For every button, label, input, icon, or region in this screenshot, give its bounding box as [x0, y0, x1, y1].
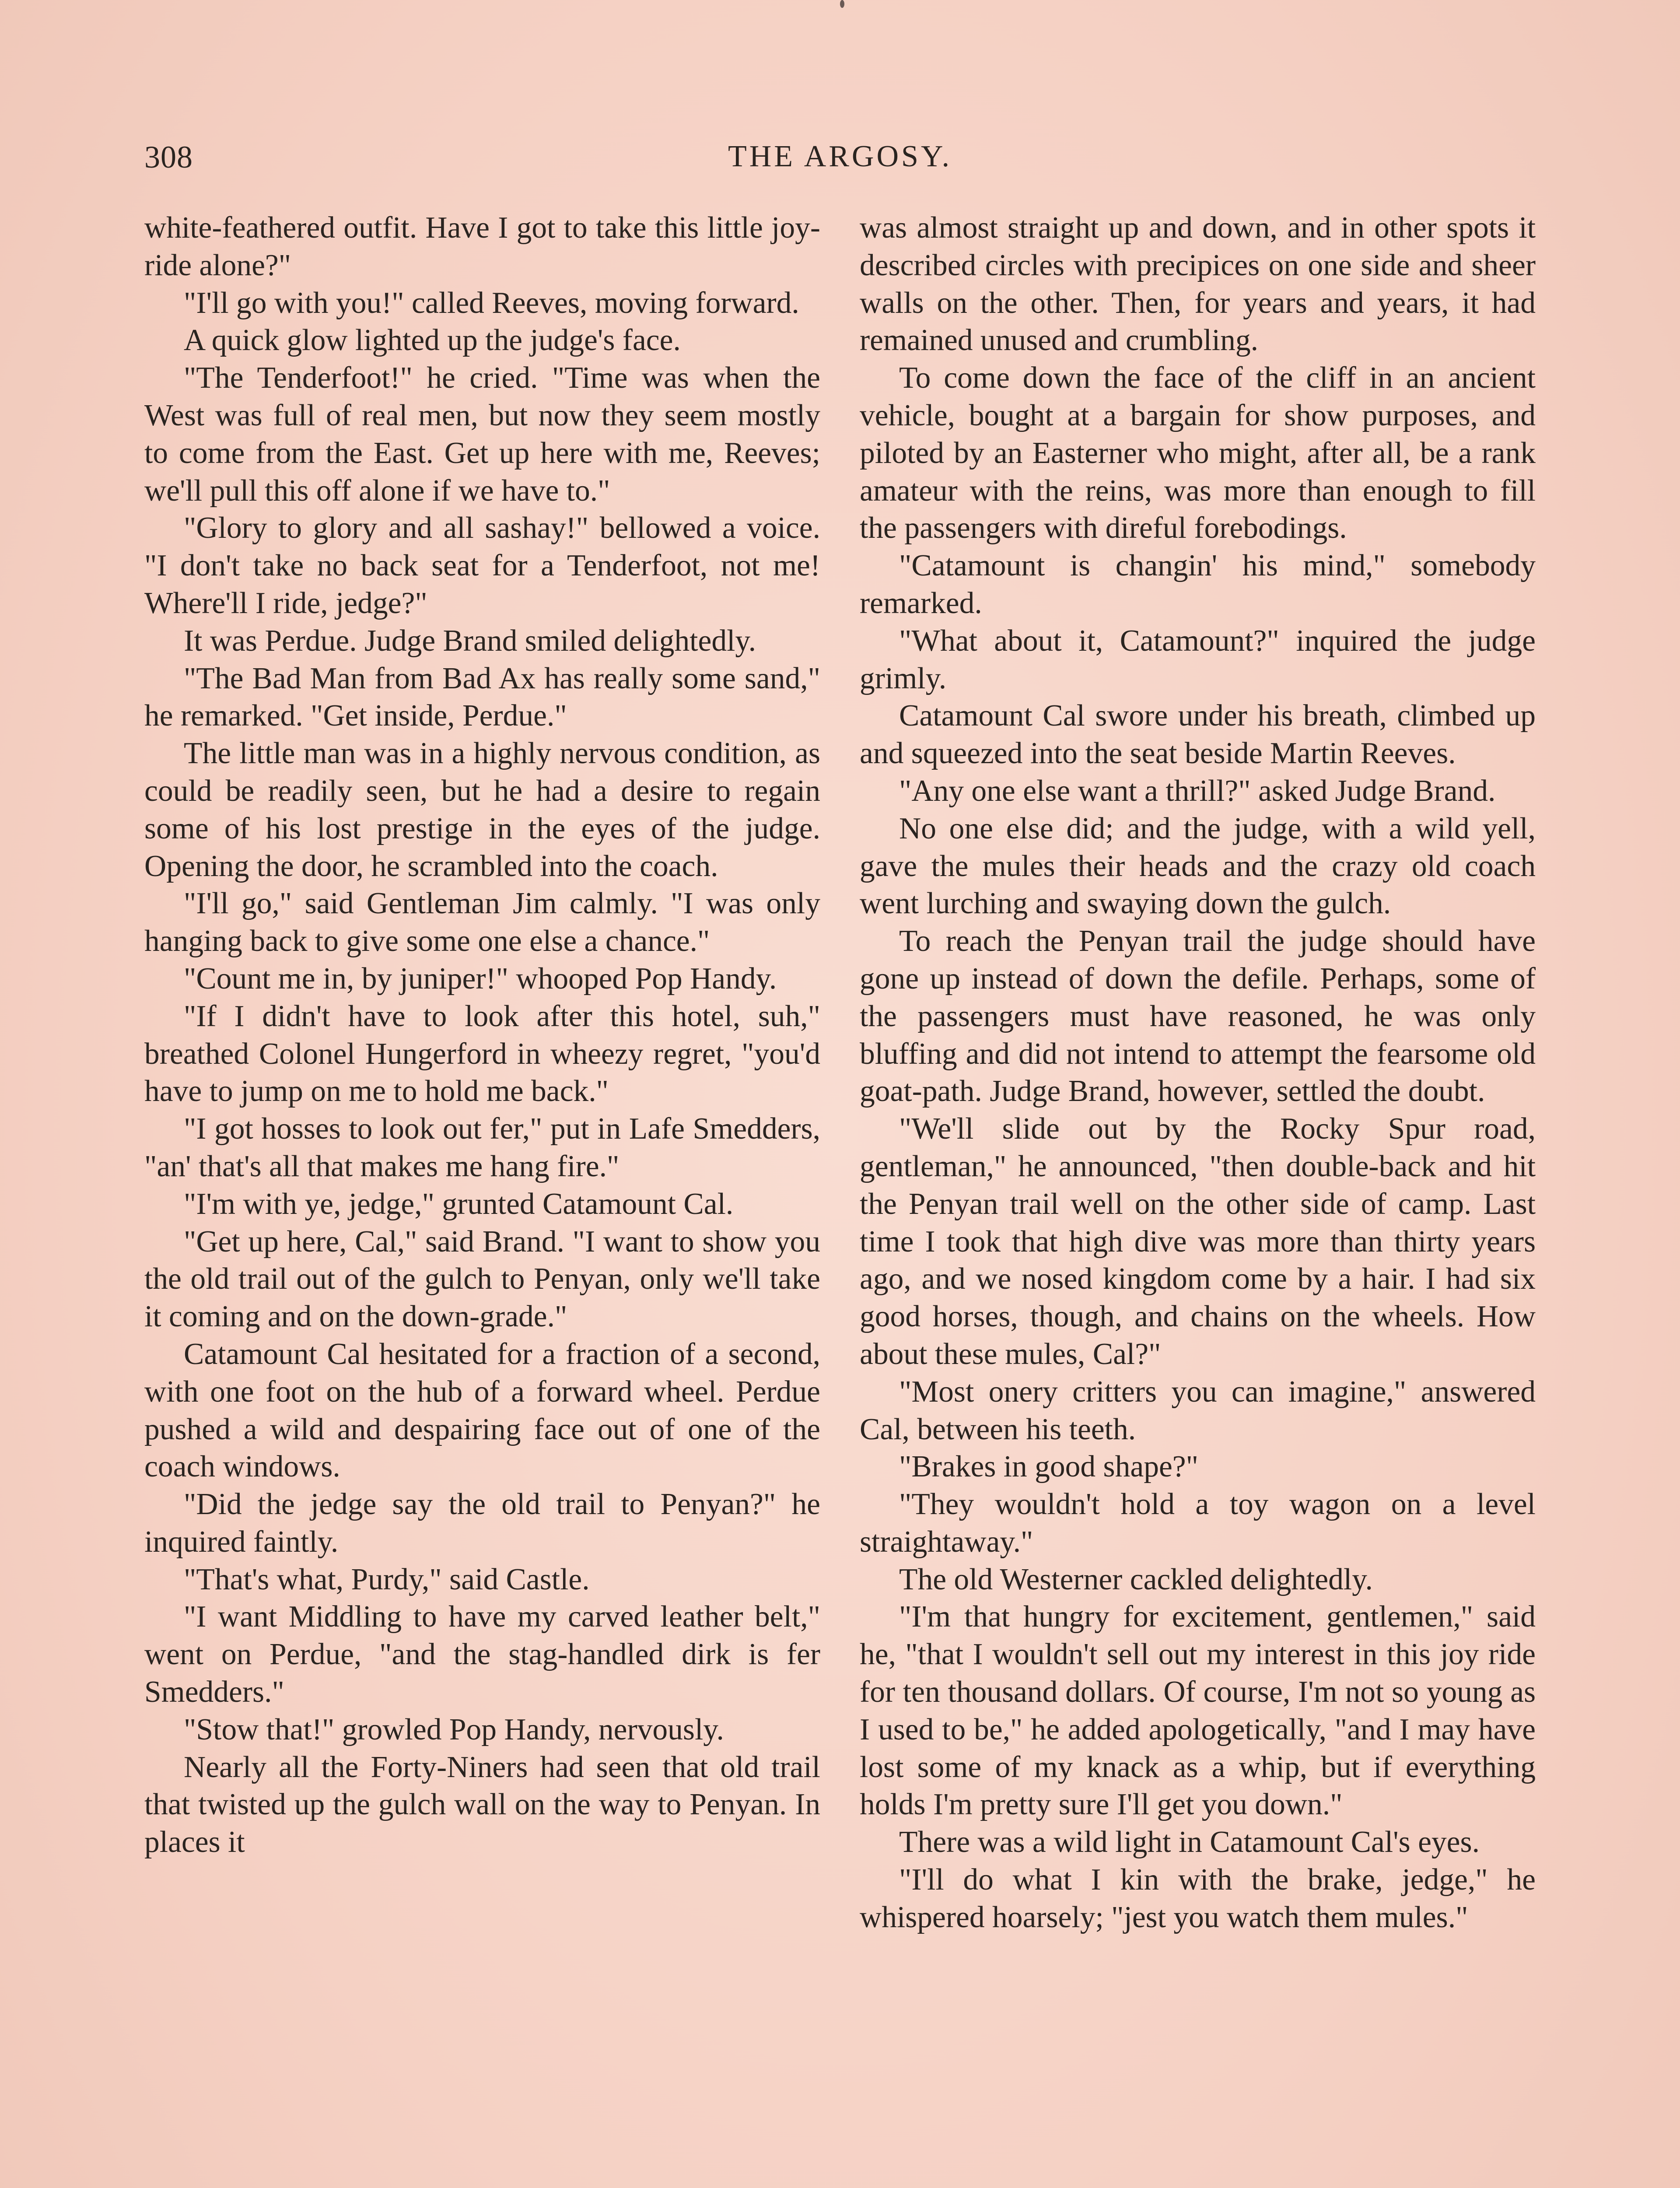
page-number: 308: [144, 140, 193, 175]
paragraph: "Stow that!" growled Pop Handy, nervously.: [184, 1712, 724, 1746]
paragraph: "I got hosses to look out fer," put in Lafe Smedders, "an' that's all that makes me hang fire.": [144, 1112, 820, 1183]
paragraph: It was Perdue. Judge Brand smiled delightedly.: [184, 624, 756, 658]
paragraph: "We'll slide out by the Rocky Spur road, gentleman," he announced, "then double-back and hit the Penyan trail well on the other side of camp. Last time I took that high dive was more than thirty years ago, and we nosed kingdom come by a hair. I had six good horses, though, and chains on the wheels. How about these mules, Cal?": [860, 1112, 1536, 1371]
paragraph: "Count me in, by juniper!" whooped Pop Handy.: [184, 961, 777, 996]
paragraph: No one else did; and the judge, with a wild yell, gave the mules their heads and the crazy old coach went lurching and swaying down the gulch.: [860, 811, 1536, 921]
paragraph: "If I didn't have to look after this hotel, suh," breathed Colonel Hungerford in wheezy regret, "you'd have to jump on me to hold me back.": [144, 999, 820, 1108]
running-head: THE ARGOSY.: [728, 140, 952, 173]
right-column: [860, 209, 1536, 1936]
paragraph: "Glory to glory and all sashay!" bellowed a voice. "I don't take no back seat for a Tenderfoot, not me! Where'll I ride, jedge?": [144, 511, 820, 620]
paragraph: "Any one else want a thrill?" asked Judge Brand.: [899, 774, 1496, 808]
paragraph: "I'll go," said Gentleman Jim calmly. "I was only hanging back to give some one else a chance.": [144, 887, 820, 958]
paragraph: To reach the Penyan trail the judge should have gone up instead of down the defile. Perhaps, some of the passengers must have reasoned, he was only bluffing and did not intend to attempt the fearsome old goat-path. Judge Brand, however, settled the doubt.: [860, 924, 1536, 1108]
ink-speck-top: [840, 0, 844, 8]
paragraph: "I want Middling to have my carved leather belt," went on Perdue, "and the stag-handled dirk is fer Smedders.": [144, 1600, 820, 1709]
paragraph: A quick glow lighted up the judge's face.: [184, 323, 681, 358]
paragraph: "Most onery critters you can imagine," answered Cal, between his teeth.: [860, 1375, 1536, 1446]
paragraph: "I'll go with you!" called Reeves, moving forward.: [184, 286, 799, 320]
paragraph: "Did the jedge say the old trail to Penyan?" he inquired faintly.: [144, 1487, 820, 1559]
paragraph: Catamount Cal swore under his breath, climbed up and squeezed into the seat beside Martin Reeves.: [860, 699, 1536, 771]
paragraph: Catamount Cal hesitated for a fraction of a second, with one foot on the hub of a forward wheel. Perdue pushed a wild and despairing face out of one of the coach windows.: [144, 1337, 820, 1484]
paragraph: was almost straight up and down, and in other spots it described circles with precipices on one side and sheer walls on the other. Then, for years and years, it had remained unused and crumbling.: [860, 211, 1536, 358]
paragraph: "They wouldn't hold a toy wagon on a level straightaway.": [860, 1487, 1536, 1559]
paragraph: "Get up here, Cal," said Brand. "I want to show you the old trail out of the gulch to Penyan, only we'll take it coming and on the down-grade.": [144, 1224, 820, 1334]
paragraph: "I'm with ye, jedge," grunted Catamount Cal.: [184, 1187, 734, 1221]
paragraph: The old Westerner cackled delightedly.: [899, 1562, 1373, 1596]
paragraph: white-feathered outfit. Have I got to take this little joy-ride alone?": [144, 211, 820, 282]
paragraph: "I'm that hungry for excitement, gentlemen," said he, "that I wouldn't sell out my interest in this joy ride for ten thousand dollars. Of course, I'm not so young as I used to be," he added apologetically, "and I may have lost some of my knack as a whip, but if everything holds I'm pretty sure I'll get you down.": [860, 1600, 1536, 1822]
paragraph: "That's what, Purdy," said Castle.: [184, 1562, 590, 1596]
paragraph: "Brakes in good shape?": [899, 1450, 1199, 1484]
paragraph: "The Tenderfoot!" he cried. "Time was when the West was full of real men, but now they seem mostly to come from the East. Get up here with me, Reeves; we'll pull this off alone if we have to.": [144, 361, 820, 508]
text-columns: [144, 209, 1536, 1936]
paragraph: Nearly all the Forty-Niners had seen that old trail that twisted up the gulch wall on the way to Penyan. In places it: [144, 1750, 820, 1859]
paragraph: The little man was in a highly nervous condition, as could be readily seen, but he had a desire to regain some of his lost prestige in the eyes of the judge. Opening the door, he scrambled into the coach.: [144, 736, 820, 883]
page-header: [144, 139, 1536, 179]
paragraph: "The Bad Man from Bad Ax has really some sand," he remarked. "Get inside, Perdue.": [144, 661, 820, 733]
paragraph: "What about it, Catamount?" inquired the judge grimly.: [860, 624, 1536, 695]
paragraph: There was a wild light in Catamount Cal's eyes.: [899, 1825, 1480, 1859]
left-column: [144, 209, 820, 1936]
paragraph: To come down the face of the cliff in an ancient vehicle, bought at a bargain for show purposes, and piloted by an Easterner who might, after all, be a rank amateur with the reins, was more than enough to fill the passengers with direful forebodings.: [860, 361, 1536, 545]
paragraph: "Catamount is changin' his mind," somebody remarked.: [860, 549, 1536, 620]
paragraph: "I'll do what I kin with the brake, jedge," he whispered hoarsely; "jest you watch them mules.": [860, 1863, 1536, 1934]
